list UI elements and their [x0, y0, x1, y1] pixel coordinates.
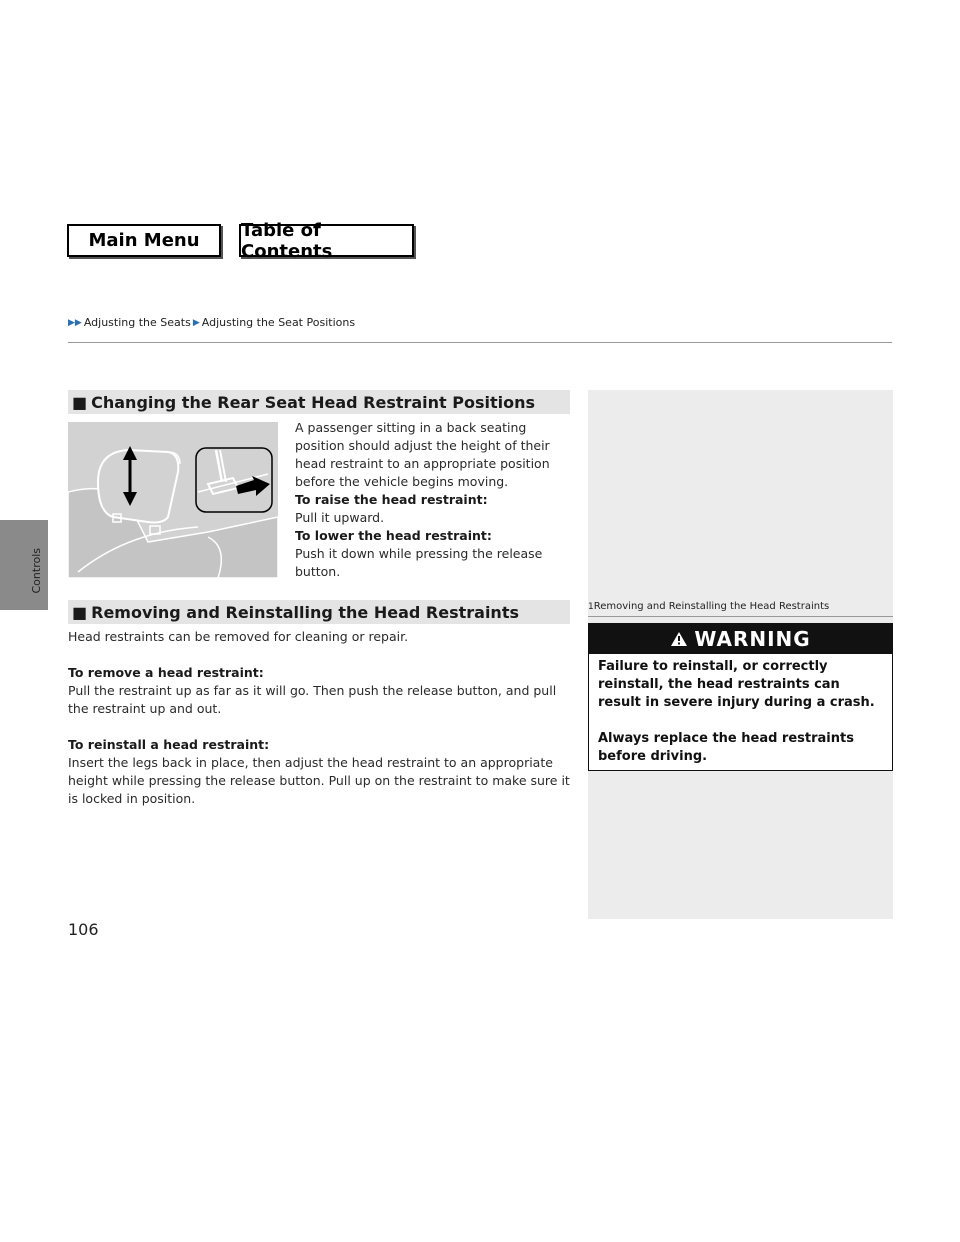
remove-intro: Head restraints can be removed for cleaning or repair. [68, 629, 409, 644]
heading-square-icon: ■ [72, 392, 88, 412]
remove-title: To remove a head restraint: [68, 665, 264, 680]
heading-square-icon: ■ [72, 602, 88, 622]
remove-reinstall-instructions [68, 628, 573, 808]
reinstall-title: To reinstall a head restraint: [68, 737, 270, 752]
section-heading-rear-restraint [68, 390, 570, 414]
chapter-side-label: Controls [30, 548, 43, 594]
breadcrumb-arrow-icon: ▶ [192, 317, 200, 328]
warning-triangle-icon [670, 631, 688, 647]
restraint-position-instructions [295, 419, 575, 581]
section-heading-remove-reinstall [68, 600, 570, 624]
page-number: 106 [68, 920, 99, 939]
head-restraint-illustration [68, 422, 278, 578]
lower-title: To lower the head restraint: [295, 528, 492, 543]
intro-paragraph: A passenger sitting in a back seating position should adjust the height of their head restraint to an appropriate position before the vehicle begins moving. [295, 420, 550, 489]
note-icon: 1 [588, 602, 594, 612]
reinstall-text: Insert the legs back in place, then adjust the head restraint to an appropriate height while pressing the release button. Pull up on the restraint to make sure it is locked in position. [68, 755, 570, 806]
breadcrumb-item-positions[interactable]: Adjusting the Seat Positions [201, 316, 356, 329]
breadcrumb [68, 316, 355, 329]
warning-text: Failure to reinstall, or correctly reinstall, the head restraints can result in severe injury during a crash. Always replace the head restraints before driving. [598, 659, 875, 764]
warning-box [588, 623, 893, 771]
remove-text: Pull the restraint up as far as it will go. Then push the release button, and pull the restraint up and out. [68, 683, 557, 716]
section-heading-text: Removing and Reinstalling the Head Restraints [91, 602, 519, 622]
section-heading-text: Changing the Rear Seat Head Restraint Positions [91, 392, 536, 412]
main-menu-button[interactable]: Main Menu [67, 224, 221, 257]
breadcrumb-arrow-icon: ▶▶ [68, 317, 82, 328]
breadcrumb-item-seats[interactable]: Adjusting the Seats [83, 316, 191, 329]
warning-label: WARNING [694, 627, 811, 651]
sidebar-note-title: 1Removing and Reinstalling the Head Restraints [588, 601, 893, 617]
warning-header [589, 624, 892, 654]
raise-text: Pull it upward. [295, 510, 385, 525]
raise-title: To raise the head restraint: [295, 492, 488, 507]
header-divider [68, 342, 892, 343]
table-of-contents-button[interactable]: Table of Contents [239, 224, 414, 257]
lower-text: Push it down while pressing the release button. [295, 546, 543, 579]
